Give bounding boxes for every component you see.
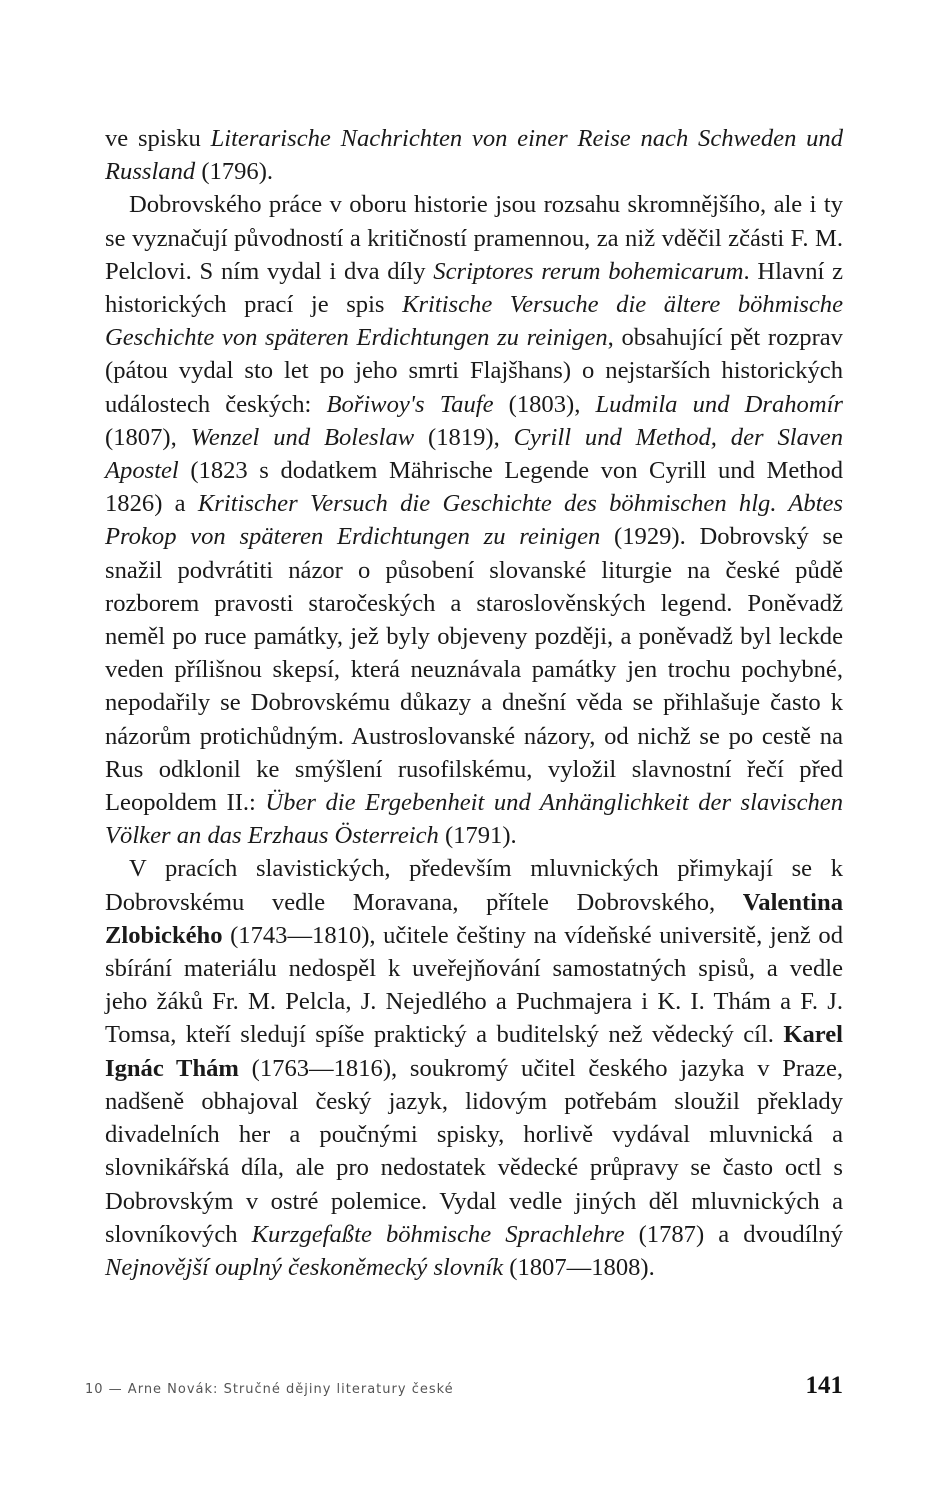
page-footer [85,1370,843,1410]
text-run: (1803), [493,390,596,418]
text-run: (1807—1808). [503,1253,655,1281]
text-run: Dobrovského práce v oboru historie jsou rozsahu skromnějšího, ale i ty se vyznačují původností a kritičností pramennou, za niž vděčil zčásti F. M. Pelclovi. S ním vydal i dva díly [105,191,843,285]
italic-title: Ludmila und Drahomír [595,390,843,418]
text-run: (1791). [438,822,517,850]
italic-title: Bořiwoy's Taufe [326,390,494,418]
italic-title: Kurzgefaßte böhmische Sprachlehre [251,1220,625,1248]
italic-title: Wenzel und Boleslaw [190,423,415,451]
text-run: (1743—1810), učitele češtiny na vídeňské universitě, jenž od sbírání materiálu nedospěl k uveřejňování samostatných spisů, a vedle jeho žáků Fr. M. Pelcla, J. Nejedlého a Puchmajera i K. I. Thám a F. J. Tomsa, kteří sledují spíše praktický a buditelský než vědecký cíl. [105,921,843,1049]
bold-name: Valentina Zlobického [105,888,843,949]
italic-title: Cyrill und Method, der Slaven Apostel [105,423,844,485]
paragraph-3 [105,852,843,1284]
footer-signature: 10 — Arne Novák: Stručné dějiny literatury české [85,1382,454,1397]
text-run: (1819), [414,423,514,451]
paragraph-1 [105,122,843,188]
bold-name: Karel Ignác Thám [105,1021,843,1082]
italic-title: Scriptores rerum bohemicarum [433,257,744,285]
text-run: , obsahující pět rozprav (pátou vydal sto let po jeho smrti Flajšhans) o nejstarších historických událostech českých: [105,324,843,418]
italic-title: Nejnovější ouplný českoněmecký slovník [105,1253,504,1281]
text-run: V pracích slavistických, především mluvnických přimykají se k Dobrovskému vedle Moravana, přítele Dobrovského, [105,855,843,916]
text-run: (1796). [195,158,274,186]
text-run: . Hlavní z historických prací je spis [105,257,843,319]
text-run: (1823 s dodatkem Mährische Legende von Cyrill und Method 1826) a [105,457,843,518]
page-body [105,122,843,1284]
italic-title: Über die Ergebenheit und Anhänglichkeit der slavischen Völker an das Erzhaus Österreich [105,789,843,850]
italic-title: Kritische Versuche die ältere böhmische Geschichte von späteren Erdichtungen zu reinigen [105,291,844,352]
paragraph-2 [105,188,843,852]
text-run: ve spisku [105,125,211,152]
italic-title: Kritischer Versuch die Geschichte des böhmischen hlg. Abtes Prokop von späteren Erdichtungen zu reinigen [105,490,843,551]
text-run: (1807), [105,423,191,451]
italic-title: Literarische Nachrichten von einer Reise nach Schweden und Russland [105,125,844,186]
page-number: 141 [805,1372,843,1399]
text-run: (1787) a dvoudílný [624,1220,843,1248]
text-run: (1763—1816), soukromý učitel českého jazyka v Praze, nadšeně obhajoval český jazyk, lidovým potřebám sloužil překlady divadelních her a poučnými spisky, horlivě vydával mluvnická a slovnikářská díla, ale pro nedostatek vědecké průpravy se často octl s Dobrovským v ostré polemice. Vydal vedle jiných děl mluvnických a slovníkových [105,1054,844,1248]
text-run: (1929). Dobrovský se snažil podvrátiti názor o působení slovanské liturgie na české půdě rozborem pravosti staročeských a staroslověnských legend. Poněvadž neměl po ruce památky, jež byly objeveny později, a poněvadž byl leckde veden přílišnou skepsí, která neuznávala památky jen trochu pochybné, nepodařily se Dobrovskému důkazy a dnešní věda se přihlašuje často k názorům protichůdným. Austroslovanské názory, od nichž se po cestě na Rus odklonil ke smýšlení rusofilskému, vyložil slavnostní řečí před Leopoldem II.: [105,523,844,817]
